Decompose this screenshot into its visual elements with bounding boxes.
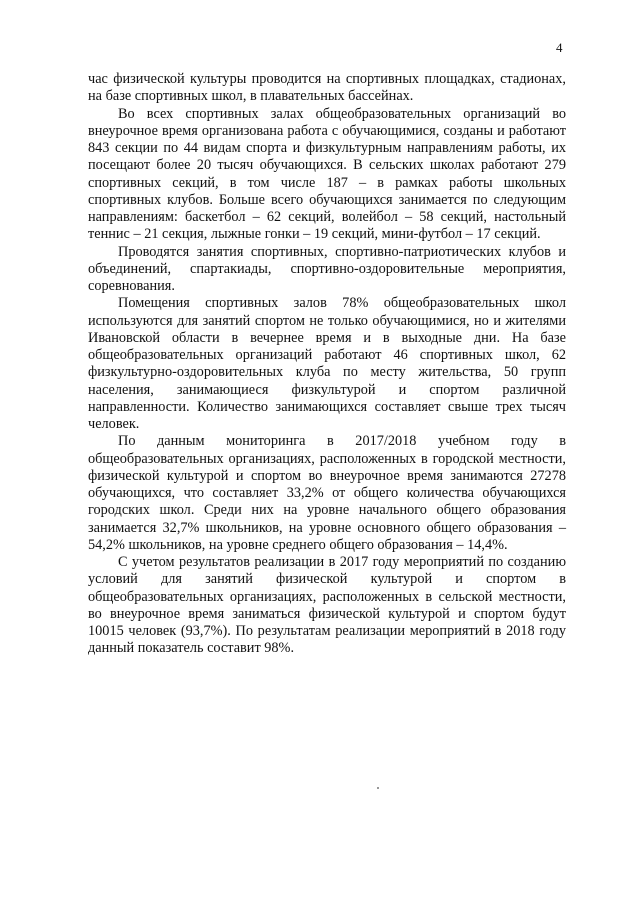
paragraph-clubs: Проводятся занятия спортивных, спортивно-патриотических клубов и объединений, спартакиады, спортивно-оздоровительные мероприятия, соревнования. [88,243,566,294]
paragraph-sports-sections: Во всех спортивных залах общеобразовательных организаций во внеурочное время организована работа с обучающимися, созданы и работают 843 секции по 44 видам спорта и физкультурным направлениям работы, их посещают более 20 тысяч обучающихся. В сельских школах работают 279 спортивных секций, в том числе 187 – в рамках работы школьных спортивных клубов. Больше всего обучающихся занимается по следующим направлениям: баскетбол – 62 секций, волейбол – 58 секций, настольный теннис – 21 секция, лыжные гонки – 19 секций, мини-футбол – 17 секций. [88,105,566,243]
scan-artifact [377,787,379,789]
paragraph-continuation: час физической культуры проводится на спортивных площадках, стадионах, на базе спортивных школ, в плавательных бассейнах. [88,71,566,105]
paragraph-gyms-usage: Помещения спортивных залов 78% общеобразовательных школ используются для занятий спортом не только обучающимися, но и жителями Ивановской области в вечернее время и в выходные дни. На базе общеобразовательных организаций работают 46 спортивных школ, 62 физкультурно-оздоровительных клуба по месту жительства, 50 групп населения, занимающиеся физкультурой и спортом различной направленности. Количество занимающихся составляет свыше трех тысяч человек. [88,295,566,432]
paragraph-monitoring: По данным мониторинга в 2017/2018 учебном году в общеобразовательных организациях, расположенных в городской местности, физической культурой и спортом во внеурочное время занимаются 27278 обучающихся, что составляет 33,2% от общего количества обучающихся городских школ. Среди них на уровне начального общего образования занимается 32,7% школьников, на уровне основного общего образования – 54,2% школьников, на уровне среднего общего образования – 14,4%. [88,433,566,553]
page-number: 4 [556,40,563,55]
body-text [88,71,566,658]
paragraph-results: С учетом результатов реализации в 2017 году мероприятий по созданию условий для занятий физической культурой и спортом в общеобразовательных организациях, расположенных в сельской местности, во внеурочное время заниматься физической культурой и спортом будут 10015 человек (93,7%). По результатам реализации мероприятий в 2018 году данный показатель составит 98%. [88,554,566,657]
